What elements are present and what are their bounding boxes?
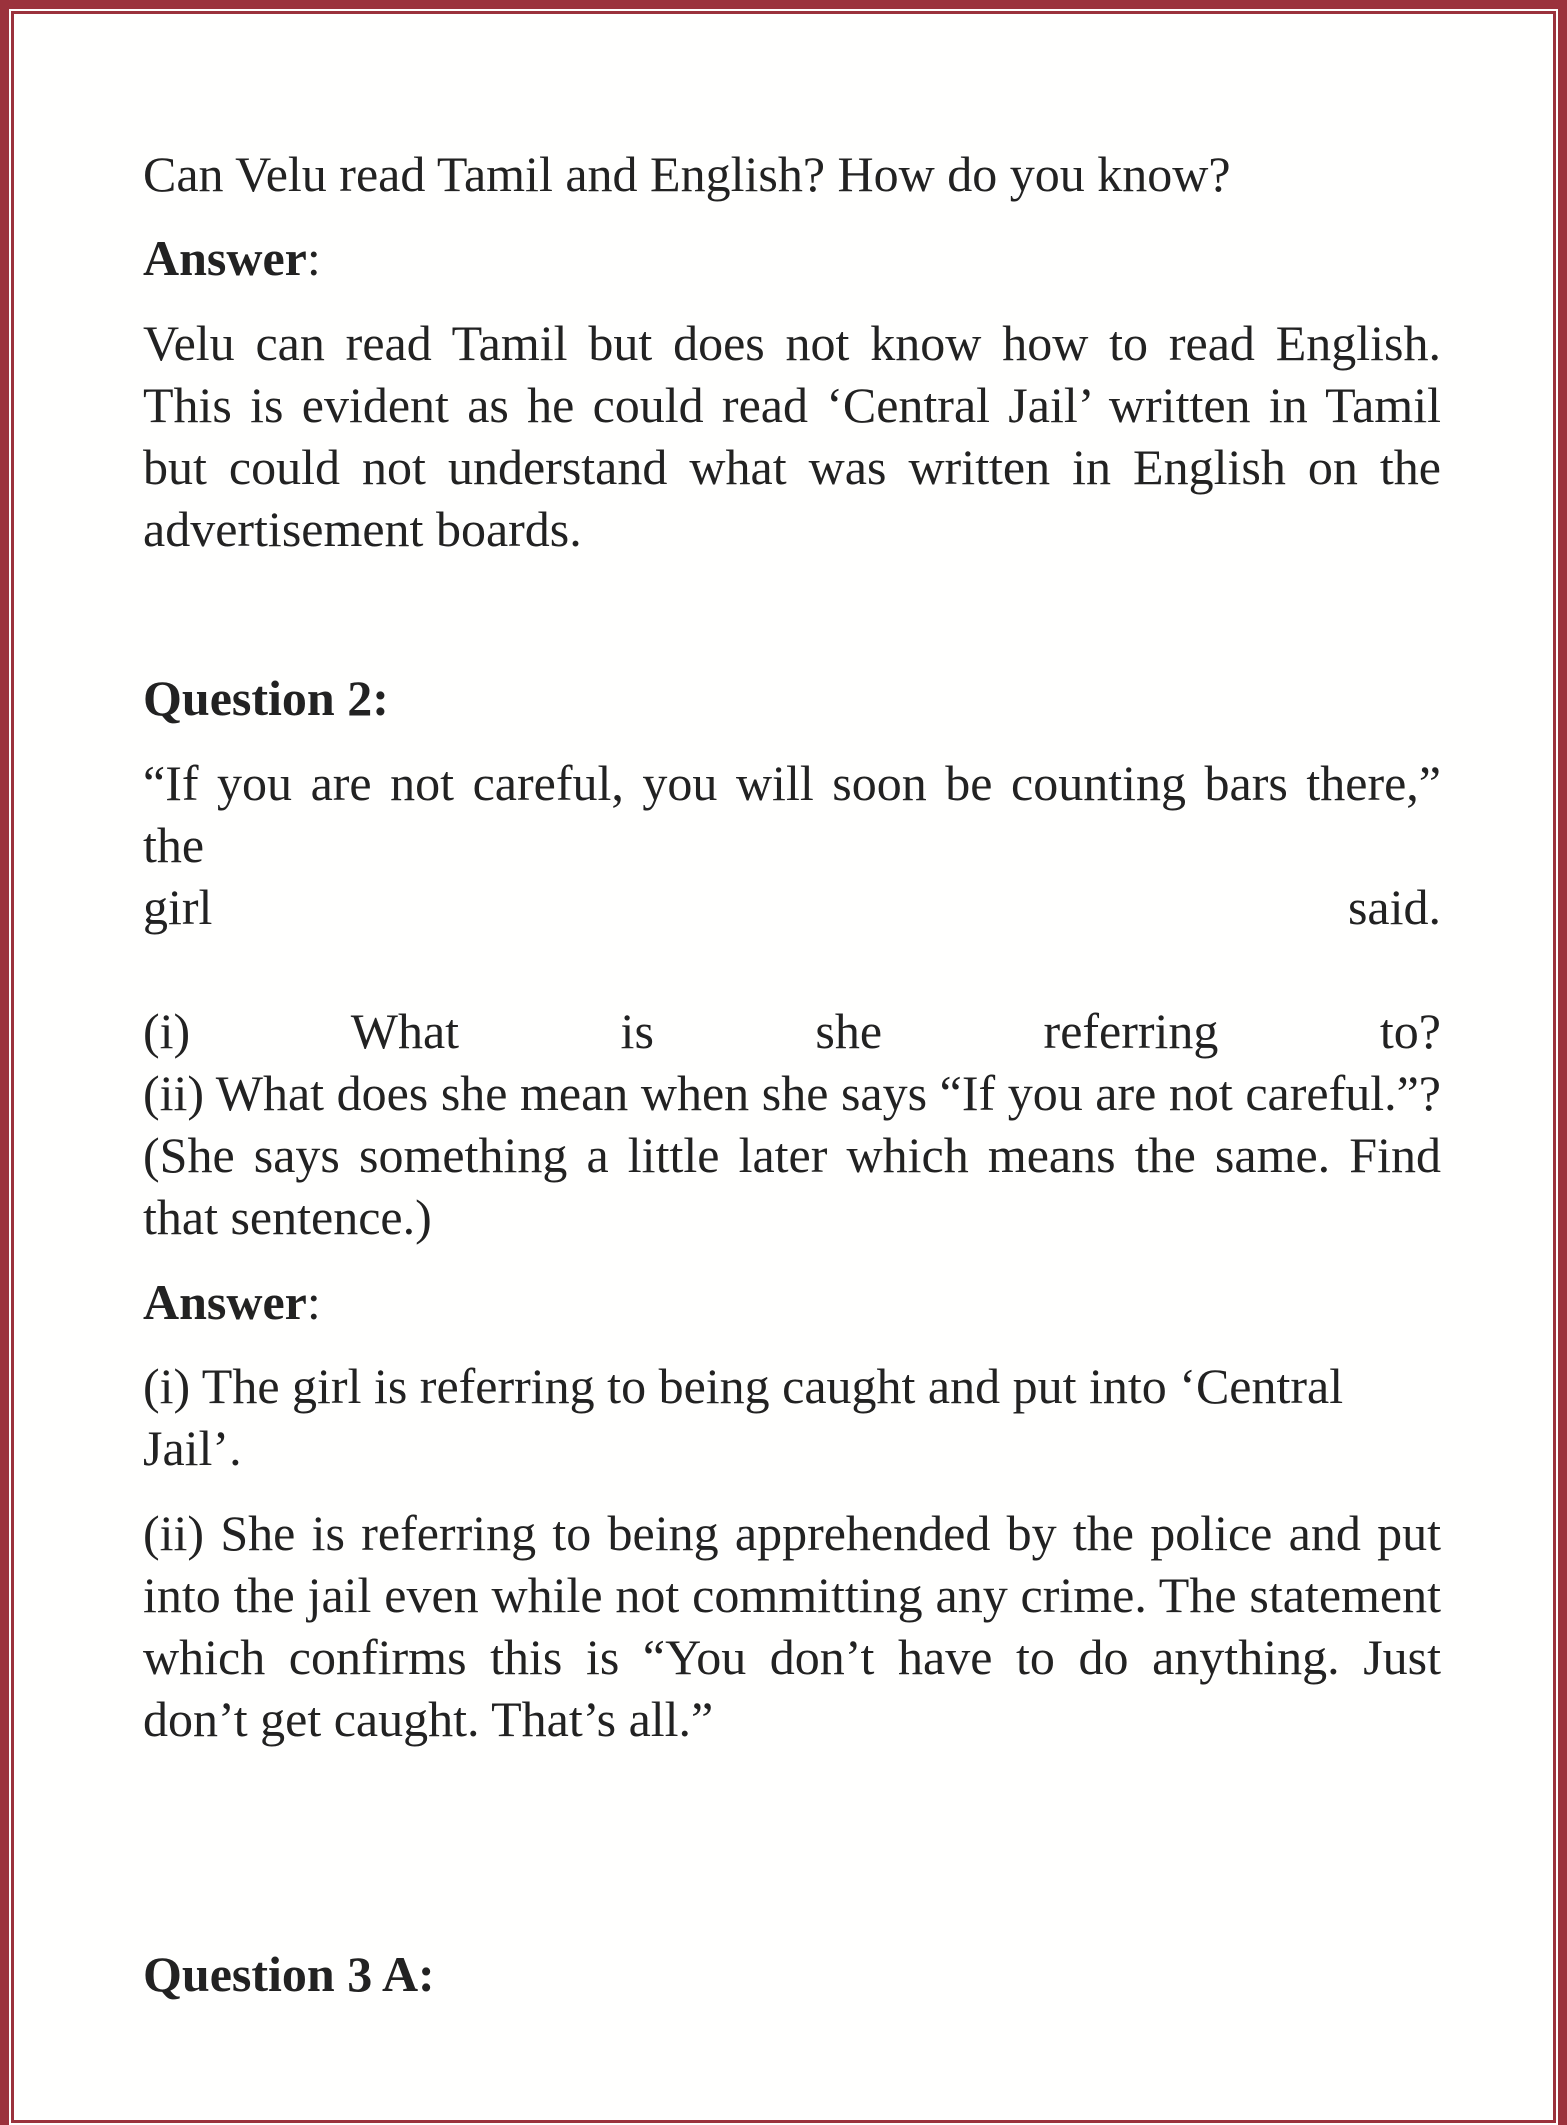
page — [9, 9, 1558, 2125]
q1-answer-label: Answer: — [143, 230, 321, 286]
q1-question: Can Velu read Tamil and English? How do you know? — [143, 146, 1231, 202]
q2-heading: Question 2: — [143, 670, 389, 726]
q3-heading: Question 3 A: — [143, 1946, 435, 2002]
page-content — [9, 9, 1441, 2125]
q2-quote-line2: girl said. — [143, 879, 1441, 935]
q2-answer-ii: (ii) She is referring to being apprehended by the police and put into the jail even while not committing any crime. The statement which confirms this is “You don’t have to do anything. Just don’t get caught. That’s all.” — [143, 1505, 1441, 1747]
q2-part-ii: (ii) What does she mean when she says “If you are not careful.”? (She says something a little later which means the same. Find that sentence.) — [143, 1065, 1441, 1245]
q1-answer-text: Velu can read Tamil but does not know how to read English. This is evident as he could read ‘Central Jail’ written in Tamil but could not understand what was written in English on the advertisement boards. — [143, 315, 1441, 557]
q2-answer-i: (i) The girl is referring to being caught and put into ‘Central Jail’. — [143, 1358, 1344, 1476]
q2-quote-line1: “If you are not careful, you will soon be counting bars there,” the — [143, 755, 1441, 873]
answer-label: Answer — [143, 1274, 307, 1330]
answer-label: Answer — [143, 230, 307, 286]
q2-part-i: (i) What is she referring to? — [143, 1003, 1441, 1059]
q2-answer-label: Answer: — [143, 1274, 321, 1330]
